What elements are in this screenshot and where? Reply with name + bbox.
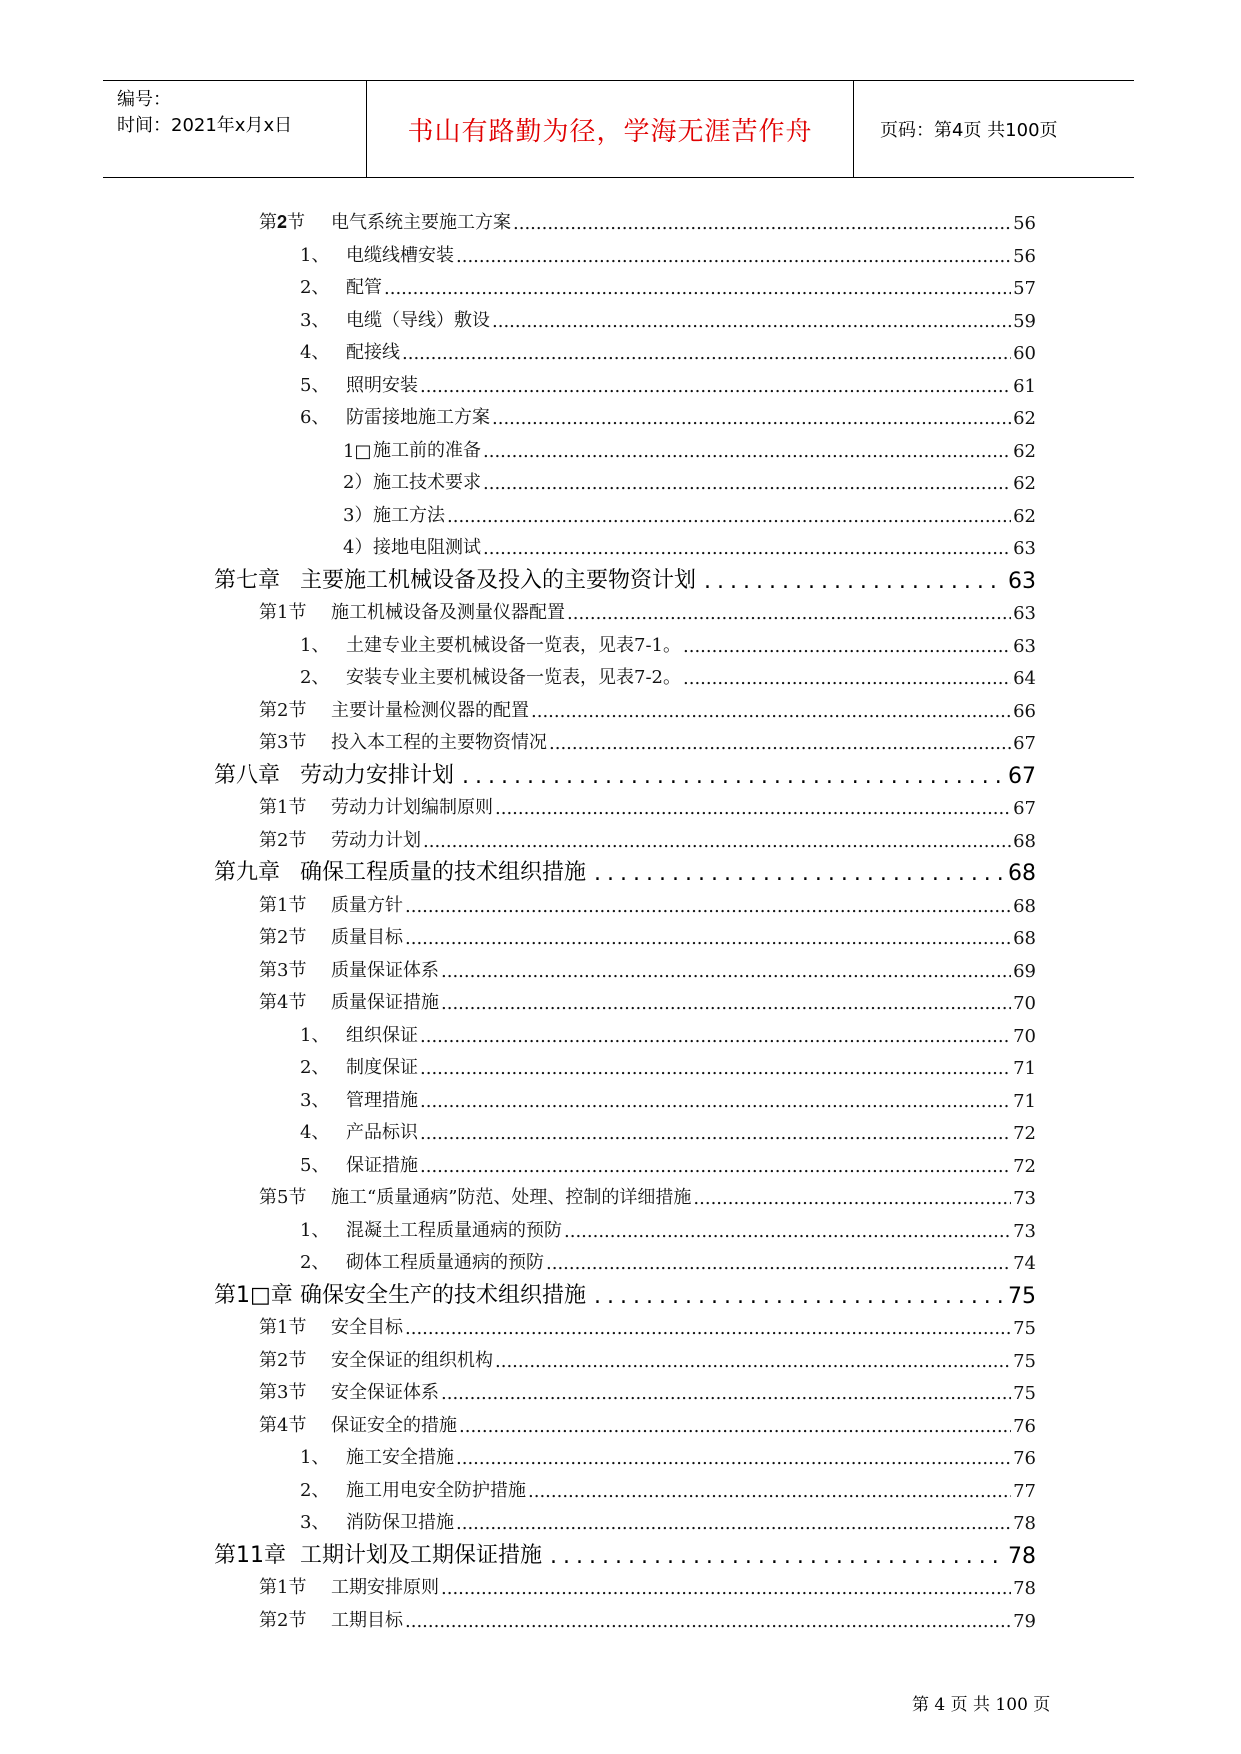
- toc-dot-leader: [683, 668, 1011, 689]
- toc-entry-number: 1、: [300, 244, 330, 266]
- toc-entry-number: 第2节: [259, 1609, 307, 1631]
- toc-entry-page: 63: [1013, 635, 1036, 657]
- toc-entry-chapter[interactable]: [214, 564, 1036, 594]
- toc-dot-leader: [405, 1318, 1011, 1339]
- toc-dot-leader: [441, 961, 1011, 982]
- toc-dot-leader: [483, 473, 1011, 494]
- toc-entry-page: 57: [1013, 278, 1036, 299]
- toc-dot-leader: [567, 603, 1011, 624]
- toc-entry-number: 第2节: [259, 927, 307, 948]
- toc-entry-number: 1、: [300, 634, 330, 656]
- toc-entry-item[interactable]: [300, 239, 1036, 267]
- toc-entry-sub[interactable]: [343, 531, 1036, 559]
- toc-entry-page: 62: [1013, 473, 1036, 494]
- toc-entry-page: 68: [1013, 895, 1036, 917]
- toc-entry-title: 消防保卫措施: [346, 1512, 454, 1533]
- toc-entry-page: 73: [1013, 1220, 1036, 1242]
- toc-entry-item[interactable]: [300, 1051, 1036, 1079]
- toc-entry-section[interactable]: [259, 954, 1036, 982]
- toc-entry-section[interactable]: [259, 726, 1036, 754]
- toc-dot-leader: [550, 1544, 1004, 1569]
- toc-dot-leader: [420, 1156, 1011, 1177]
- toc-dot-leader: [441, 1578, 1011, 1599]
- toc-entry-page: 73: [1013, 1188, 1036, 1209]
- toc-entry-item[interactable]: [300, 1246, 1036, 1274]
- toc-entry-chapter[interactable]: [214, 1539, 1036, 1569]
- toc-entry-page: 62: [1013, 505, 1036, 527]
- header-motto: 书山有路勤为径，学海无涯苦作舟: [407, 116, 813, 147]
- toc-entry-page: 78: [1008, 1543, 1036, 1569]
- toc-entry-sub[interactable]: [343, 499, 1036, 527]
- toc-dot-leader: [492, 408, 1011, 429]
- toc-entry-page: 68: [1013, 928, 1036, 949]
- toc-entry-title: 电气系统主要施工方案: [331, 212, 511, 233]
- toc-entry-sub[interactable]: [343, 434, 1036, 462]
- toc-entry-title: 投入本工程的主要物资情况: [331, 732, 547, 753]
- toc-entry-page: 60: [1013, 343, 1036, 364]
- toc-dot-leader: [594, 861, 1004, 886]
- toc-entry-item[interactable]: [300, 1474, 1036, 1502]
- toc-dot-leader: [405, 896, 1011, 917]
- toc-entry-page: 63: [1008, 568, 1036, 594]
- toc-entry-page: 67: [1013, 733, 1036, 754]
- toc-entry-section[interactable]: [259, 1344, 1036, 1372]
- toc-entry-title: 确保工程质量的技术组织措施: [300, 860, 587, 885]
- toc-dot-leader: [405, 928, 1011, 949]
- toc-dot-leader: [704, 569, 1004, 594]
- toc-entry-number: 2、: [300, 1057, 330, 1078]
- toc-entry-chapter[interactable]: [214, 856, 1036, 886]
- toc-dot-leader: [462, 764, 1004, 789]
- toc-entry-page: 76: [1013, 1448, 1036, 1469]
- toc-entry-title: 工期安排原则: [331, 1577, 439, 1598]
- toc-dot-leader: [495, 798, 1011, 819]
- toc-dot-leader: [683, 636, 1011, 657]
- toc-dot-leader: [405, 1611, 1011, 1632]
- toc-entry-number: 第5节: [259, 1187, 307, 1208]
- toc-entry-item[interactable]: [300, 401, 1036, 429]
- toc-entry-title: 保证安全的措施: [331, 1414, 457, 1436]
- toc-entry-title: 管理措施: [346, 1089, 418, 1111]
- toc-entry-number: 1、: [300, 1447, 330, 1468]
- page-footer: 第 4 页 共 100 页: [912, 1695, 1051, 1715]
- toc-entry-number: 第七章: [214, 567, 281, 593]
- toc-entry-title: 电缆线槽安装: [346, 244, 454, 266]
- toc-entry-title: 施工前的准备: [373, 439, 481, 461]
- toc-entry-item[interactable]: [300, 629, 1036, 657]
- toc-dot-leader: [693, 1188, 1011, 1209]
- toc-entry-page: 61: [1013, 375, 1036, 397]
- toc-entry-title: 劳动力安排计划: [300, 762, 455, 788]
- toc-entry-page: 75: [1013, 1383, 1036, 1404]
- toc-entry-section[interactable]: [259, 694, 1036, 722]
- toc-entry-number: 第3节: [259, 959, 307, 981]
- toc-entry-page: 70: [1013, 1025, 1036, 1047]
- toc-entry-number: 第4节: [259, 992, 307, 1013]
- toc-dot-leader: [456, 1448, 1011, 1469]
- toc-entry-title: 施工用电安全防护措施: [346, 1479, 526, 1501]
- toc-entry-title: 产品标识: [346, 1122, 418, 1143]
- toc-entry-number: 1、: [300, 1024, 330, 1046]
- toc-entry-number: 1□: [343, 440, 372, 462]
- toc-dot-leader: [420, 1026, 1011, 1047]
- toc-entry-page: 59: [1013, 310, 1036, 332]
- toc-entry-title: 制度保证: [346, 1057, 418, 1078]
- toc-entry-title: 主要计量检测仪器的配置: [331, 699, 529, 721]
- toc-dot-leader: [384, 278, 1011, 299]
- toc-entry-title: 安全保证的组织机构: [331, 1349, 493, 1371]
- toc-entry-title: 质量目标: [331, 927, 403, 948]
- toc-entry-page: 77: [1013, 1480, 1036, 1502]
- toc-entry-page: 78: [1013, 1513, 1036, 1534]
- toc-entry-item[interactable]: [300, 1084, 1036, 1112]
- toc-dot-leader: [531, 701, 1011, 722]
- toc-entry-title: 配管: [346, 277, 382, 298]
- toc-dot-leader: [483, 538, 1011, 559]
- toc-entry-item[interactable]: [300, 1506, 1036, 1534]
- toc-dot-leader: [528, 1481, 1011, 1502]
- toc-entry-section[interactable]: [259, 1311, 1036, 1339]
- toc-entry-number: 3）: [343, 504, 373, 526]
- toc-entry-number: 6、: [300, 407, 330, 428]
- toc-entry-section[interactable]: [259, 824, 1036, 852]
- toc-entry-page: 72: [1013, 1155, 1036, 1177]
- toc-entry-page: 71: [1013, 1058, 1036, 1079]
- toc-entry-title: 质量保证体系: [331, 959, 439, 981]
- toc-entry-item[interactable]: [300, 1019, 1036, 1047]
- toc-entry-number: 第𝟐节: [259, 212, 306, 233]
- toc-entry-title: 配接线: [346, 342, 400, 363]
- toc-dot-leader: [594, 1284, 1004, 1309]
- toc-entry-number: 4）: [343, 537, 373, 558]
- toc-entry-item[interactable]: [300, 369, 1036, 397]
- toc-entry-title: 确保安全生产的技术组织措施: [300, 1282, 587, 1308]
- toc-dot-leader: [549, 733, 1011, 754]
- toc-dot-leader: [459, 1416, 1011, 1437]
- toc-entry-chapter[interactable]: [214, 759, 1036, 789]
- toc-dot-leader: [495, 1351, 1011, 1372]
- toc-entry-page: 72: [1013, 1123, 1036, 1144]
- header-page-number: 页码：第4页 共100页: [880, 120, 1058, 141]
- toc-entry-page: 75: [1008, 1283, 1036, 1309]
- toc-entry-item[interactable]: [300, 1149, 1036, 1177]
- toc-dot-leader: [546, 1253, 1011, 1274]
- toc-entry-title: 防雷接地施工方案: [346, 407, 490, 428]
- toc-entry-number: 3、: [300, 1089, 330, 1111]
- toc-entry-number: 5、: [300, 1154, 330, 1176]
- toc-dot-leader: [483, 441, 1011, 462]
- toc-entry-page: 63: [1013, 603, 1036, 624]
- toc-entry-title: 安全保证体系: [331, 1382, 439, 1403]
- toc-entry-page: 68: [1013, 830, 1036, 852]
- toc-entry-number: 第4节: [259, 1414, 307, 1436]
- toc-entry-number: 4、: [300, 1122, 330, 1143]
- toc-entry-page: 78: [1013, 1578, 1036, 1599]
- toc-entry-number: 第1节: [259, 894, 307, 916]
- toc-entry-section[interactable]: [259, 889, 1036, 917]
- toc-entry-section[interactable]: [259, 206, 1036, 234]
- toc-entry-title: 组织保证: [346, 1024, 418, 1046]
- toc-dot-leader: [420, 1123, 1011, 1144]
- toc-entry-title: 施工方法: [373, 504, 445, 526]
- toc-dot-leader: [513, 213, 1011, 234]
- toc-entry-page: 66: [1013, 700, 1036, 722]
- toc-entry-title: 保证措施: [346, 1154, 418, 1176]
- toc-dot-leader: [456, 246, 1011, 267]
- toc-dot-leader: [492, 311, 1011, 332]
- toc-entry-page: 67: [1013, 798, 1036, 819]
- toc-entry-number: 2）: [343, 472, 373, 493]
- toc-entry-number: 第1节: [259, 1577, 307, 1598]
- toc-dot-leader: [441, 1383, 1011, 1404]
- toc-entry-section[interactable]: [259, 921, 1036, 949]
- toc-entry-page: 79: [1013, 1610, 1036, 1632]
- toc-entry-title: 施工机械设备及测量仪器配置: [331, 602, 565, 623]
- toc-entry-page: 63: [1013, 538, 1036, 559]
- toc-entry-page: 76: [1013, 1415, 1036, 1437]
- toc-entry-number: 第1节: [259, 602, 307, 623]
- toc-entry-item[interactable]: [300, 1214, 1036, 1242]
- toc-entry-chapter[interactable]: [214, 1279, 1036, 1309]
- toc-entry-title: 工期计划及工期保证措施: [300, 1542, 543, 1568]
- toc-entry-section[interactable]: [259, 1604, 1036, 1632]
- toc-entry-number: 第八章: [214, 762, 281, 788]
- toc-entry-page: 68: [1008, 861, 1036, 886]
- toc-entry-number: 5、: [300, 374, 330, 396]
- toc-entry-number: 第11章: [214, 1542, 286, 1568]
- document-number-label: 编号：: [117, 89, 171, 110]
- toc-entry-page: 70: [1013, 993, 1036, 1014]
- toc-entry-number: 第九章: [214, 860, 281, 885]
- toc-entry-section[interactable]: [259, 1571, 1036, 1599]
- toc-entry-title: 主要施工机械设备及投入的主要物资计划: [300, 567, 697, 593]
- toc-entry-page: 62: [1013, 408, 1036, 429]
- toc-entry-title: 照明安装: [346, 374, 418, 396]
- toc-dot-leader: [420, 1058, 1011, 1079]
- toc-dot-leader: [564, 1221, 1011, 1242]
- toc-entry-number: 第1节: [259, 797, 307, 818]
- toc-entry-section[interactable]: [259, 596, 1036, 624]
- toc-entry-number: 1、: [300, 1219, 330, 1241]
- toc-entry-item[interactable]: [300, 1116, 1036, 1144]
- toc-entry-title: 质量方针: [331, 894, 403, 916]
- toc-dot-leader: [441, 993, 1011, 1014]
- toc-entry-number: 第1节: [259, 1317, 307, 1338]
- toc-entry-page: 64: [1013, 668, 1036, 689]
- toc-entry-page: 69: [1013, 960, 1036, 982]
- toc-dot-leader: [423, 831, 1011, 852]
- toc-entry-title: 电缆（导线）敷设: [346, 309, 490, 331]
- toc-entry-item[interactable]: [300, 661, 1036, 689]
- toc-entry-title: 接地电阻测试: [373, 537, 481, 558]
- toc-entry-number: 第3节: [259, 1382, 307, 1403]
- toc-dot-leader: [402, 343, 1011, 364]
- toc-entry-title: 施工“质量通病”防范、处理、控制的详细措施: [331, 1187, 692, 1208]
- toc-entry-number: 2、: [300, 1252, 330, 1273]
- toc-entry-page: 62: [1013, 440, 1036, 462]
- toc-entry-title: 质量保证措施: [331, 992, 439, 1013]
- toc-entry-number: 第2节: [259, 699, 307, 721]
- toc-entry-number: 4、: [300, 342, 330, 363]
- toc-entry-number: 3、: [300, 309, 330, 331]
- toc-entry-title: 安全目标: [331, 1317, 403, 1338]
- toc-dot-leader: [420, 376, 1011, 397]
- toc-entry-title: 混凝土工程质量通病的预防: [346, 1219, 562, 1241]
- toc-entry-title: 安装专业主要机械设备一览表，见表7-2。: [346, 667, 681, 688]
- toc-entry-section[interactable]: [259, 1181, 1036, 1209]
- toc-entry-number: 3、: [300, 1512, 330, 1533]
- toc-entry-page: 56: [1013, 245, 1036, 267]
- toc-entry-item[interactable]: [300, 336, 1036, 364]
- toc-entry-item[interactable]: [300, 1441, 1036, 1469]
- toc-entry-section[interactable]: [259, 986, 1036, 1014]
- toc-entry-page: 75: [1013, 1350, 1036, 1372]
- toc-entry-number: 第2节: [259, 829, 307, 851]
- toc-entry-number: 2、: [300, 277, 330, 298]
- toc-dot-leader: [420, 1091, 1011, 1112]
- toc-entry-title: 土建专业主要机械设备一览表，见表7-1。: [346, 634, 681, 656]
- toc-entry-title: 工期目标: [331, 1609, 403, 1631]
- toc-entry-page: 74: [1013, 1253, 1036, 1274]
- document-date-label: 时间：2021年x月x日: [117, 115, 293, 136]
- toc-entry-title: 施工安全措施: [346, 1447, 454, 1468]
- toc-entry-number: 第3节: [259, 732, 307, 753]
- toc-entry-page: 56: [1013, 213, 1036, 234]
- toc-dot-leader: [456, 1513, 1011, 1534]
- toc-entry-item[interactable]: [300, 271, 1036, 299]
- toc-entry-title: 施工技术要求: [373, 472, 481, 493]
- toc-entry-page: 67: [1008, 763, 1036, 789]
- toc-entry-number: 2、: [300, 667, 330, 688]
- toc-entry-section[interactable]: [259, 1376, 1036, 1404]
- toc-entry-title: 劳动力计划: [331, 829, 421, 851]
- toc-entry-section[interactable]: [259, 1409, 1036, 1437]
- toc-entry-page: 71: [1013, 1090, 1036, 1112]
- toc-entry-page: 75: [1013, 1318, 1036, 1339]
- toc-entry-number: 第1□章: [214, 1282, 293, 1308]
- toc-entry-sub[interactable]: [343, 466, 1036, 494]
- toc-entry-title: 砌体工程质量通病的预防: [346, 1252, 544, 1273]
- toc-entry-number: 2、: [300, 1479, 330, 1501]
- toc-entry-section[interactable]: [259, 791, 1036, 819]
- toc-entry-number: 第2节: [259, 1349, 307, 1371]
- toc-dot-leader: [447, 506, 1011, 527]
- toc-entry-title: 劳动力计划编制原则: [331, 797, 493, 818]
- toc-entry-item[interactable]: [300, 304, 1036, 332]
